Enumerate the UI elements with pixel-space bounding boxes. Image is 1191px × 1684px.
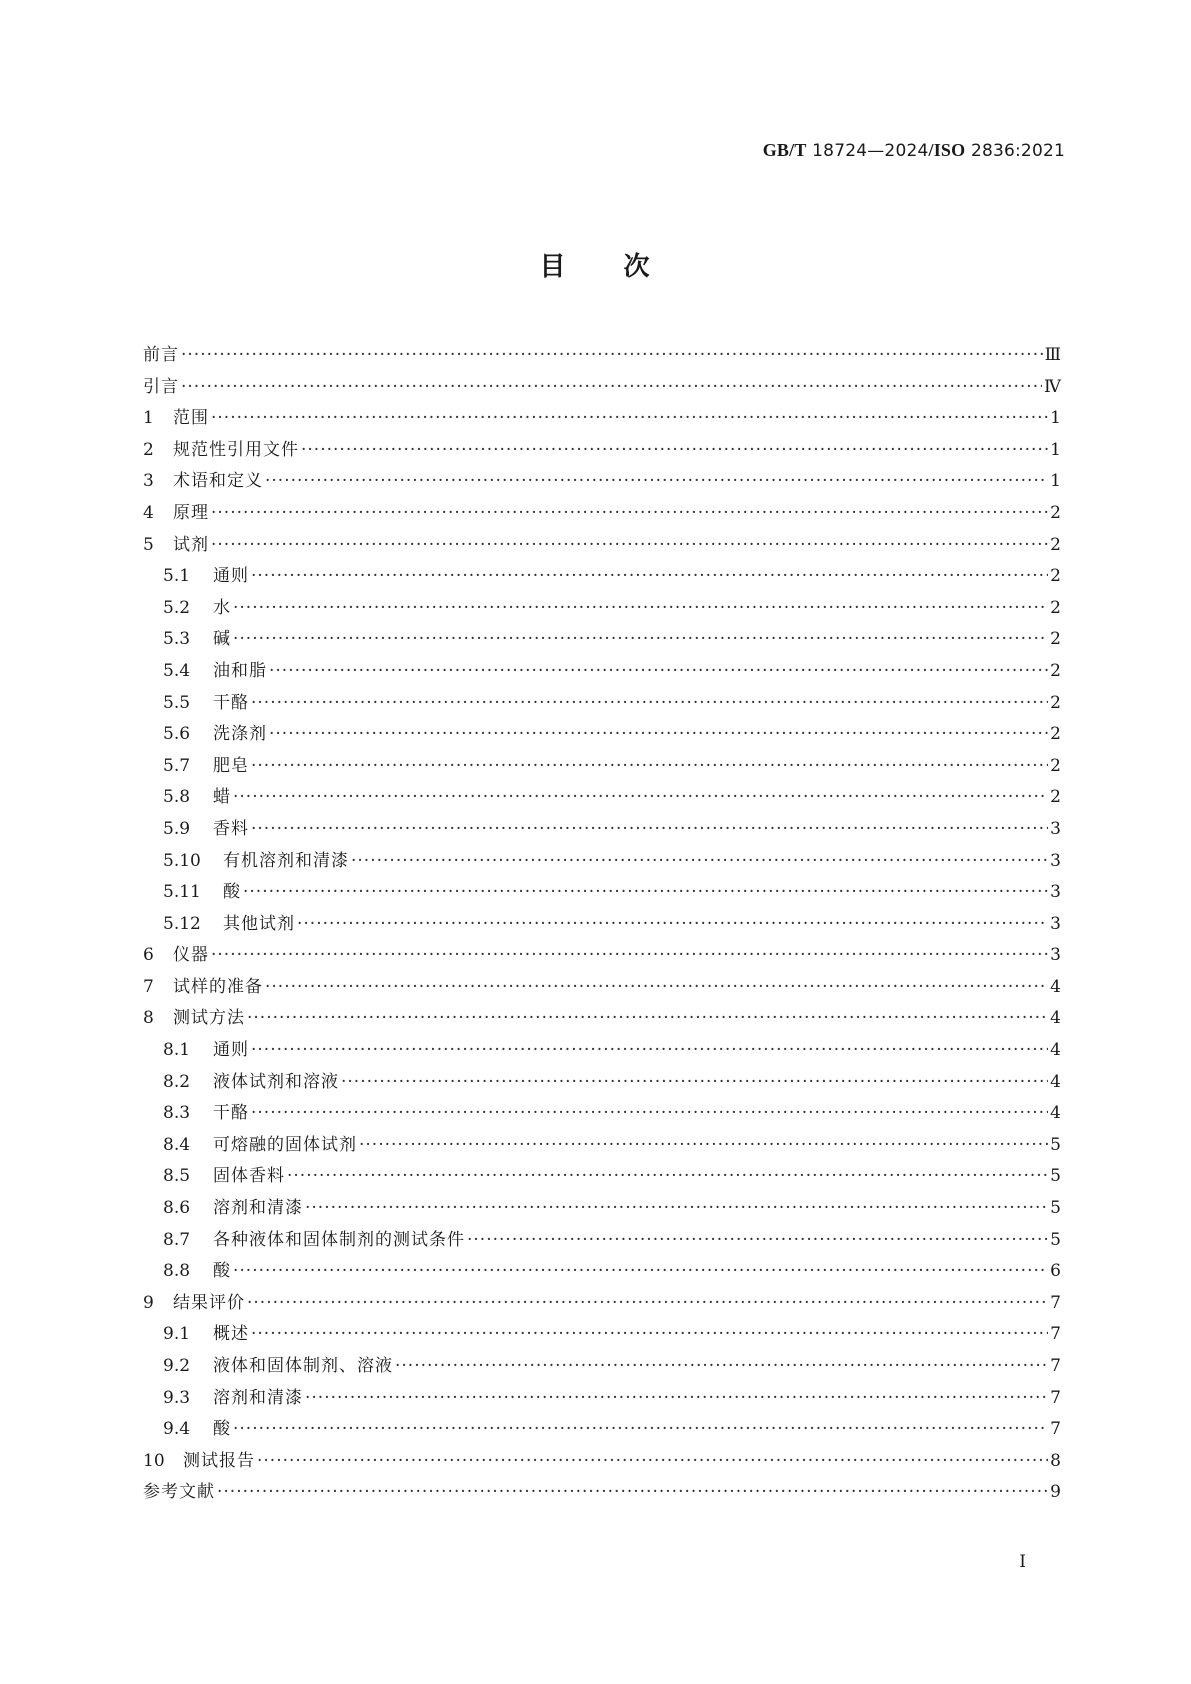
toc-dot-leader: [247, 1003, 1048, 1035]
toc-dot-leader: [251, 688, 1048, 720]
toc-entry[interactable]: [143, 1446, 1061, 1478]
toc-dot-leader: [269, 656, 1048, 688]
toc-entry-label: 其他试剂: [223, 913, 295, 934]
toc-dot-leader: [467, 1225, 1048, 1257]
toc-entry-page: 7: [1050, 1292, 1061, 1313]
toc-entry-number: 3: [143, 471, 154, 492]
toc-entry-number: 9.1: [163, 1324, 191, 1345]
table-of-contents: [143, 340, 1061, 1509]
toc-entry-page: 1: [1050, 471, 1061, 492]
toc-entry-page: 9: [1050, 1482, 1061, 1503]
toc-dot-leader: [257, 1446, 1048, 1478]
toc-entry-page: 7: [1050, 1419, 1061, 1440]
toc-entry-number: 8.8: [163, 1261, 191, 1282]
toc-dot-leader: [341, 1067, 1048, 1099]
toc-entry-label: 原理: [173, 502, 209, 523]
toc-entry[interactable]: [143, 1130, 1061, 1162]
toc-entry-page: 3: [1050, 882, 1061, 903]
toc-entry-label: 仪器: [173, 945, 209, 966]
toc-dot-leader: [305, 1193, 1048, 1225]
toc-entry-page: Ⅳ: [1044, 376, 1061, 397]
toc-dot-leader: [233, 782, 1048, 814]
toc-entry-number: 8.2: [163, 1071, 191, 1092]
toc-entry[interactable]: [143, 1383, 1061, 1415]
toc-entry[interactable]: [143, 814, 1061, 846]
toc-entry[interactable]: [143, 877, 1061, 909]
toc-entry-number: 10: [143, 1450, 165, 1471]
toc-entry-label: 干酪: [213, 692, 249, 713]
toc-entry-number: 5.10: [163, 850, 201, 871]
toc-entry-page: 3: [1050, 850, 1061, 871]
toc-entry-label: 碱: [213, 629, 231, 650]
toc-dot-leader: [217, 1477, 1048, 1509]
toc-entry-label: 概述: [213, 1324, 249, 1345]
toc-entry-page: 4: [1050, 976, 1061, 997]
toc-entry[interactable]: [143, 593, 1061, 625]
toc-entry-page: 7: [1050, 1387, 1061, 1408]
toc-dot-leader: [211, 530, 1048, 562]
toc-entry[interactable]: [143, 1098, 1061, 1130]
toc-entry-label: 液体和固体制剂、溶液: [213, 1356, 393, 1376]
toc-entry-number: 5: [143, 534, 154, 555]
toc-entry[interactable]: [143, 1225, 1061, 1257]
toc-entry-page: 6: [1050, 1261, 1061, 1282]
toc-entry[interactable]: [143, 1414, 1061, 1446]
toc-entry-label: 测试报告: [183, 1450, 255, 1471]
toc-title: [0, 246, 1191, 283]
toc-dot-leader: [301, 435, 1048, 467]
toc-entry-label: 蜡: [213, 787, 231, 808]
toc-entry-page: 2: [1050, 597, 1061, 618]
toc-entry[interactable]: [143, 1161, 1061, 1193]
toc-dot-leader: [181, 340, 1043, 372]
toc-dot-leader: [265, 972, 1048, 1004]
toc-entry-label: 可熔融的固体试剂: [213, 1134, 357, 1155]
toc-dot-leader: [305, 1383, 1048, 1415]
toc-entry[interactable]: [143, 940, 1061, 972]
toc-dot-leader: [243, 877, 1048, 909]
toc-entry[interactable]: [143, 403, 1061, 435]
toc-entry[interactable]: [143, 1067, 1061, 1099]
toc-dot-leader: [211, 403, 1048, 435]
toc-entry-number: 8.5: [163, 1166, 191, 1187]
toc-entry-number: 8.1: [163, 1040, 191, 1061]
toc-entry-page: 4: [1050, 1008, 1061, 1029]
toc-dot-leader: [233, 1256, 1048, 1288]
toc-entry-page: 7: [1050, 1324, 1061, 1345]
toc-entry-number: 7: [143, 976, 154, 997]
toc-entry-page: 2: [1050, 755, 1061, 776]
toc-dot-leader: [251, 1035, 1048, 1067]
toc-entry-number: 5.8: [163, 787, 191, 808]
toc-entry-page: 2: [1050, 566, 1061, 587]
page-number: I: [1019, 1552, 1026, 1572]
toc-entry-page: 2: [1050, 724, 1061, 745]
toc-entry-number: 9: [143, 1292, 154, 1313]
toc-dot-leader: [287, 1161, 1048, 1193]
toc-entry-label: 结果评价: [173, 1292, 245, 1313]
toc-entry-label: 引言: [143, 376, 179, 397]
toc-entry-number: 6: [143, 945, 154, 966]
toc-entry-page: 1: [1050, 408, 1061, 429]
toc-entry-label: 测试方法: [173, 1008, 245, 1029]
toc-entry-number: 5.11: [163, 882, 201, 903]
toc-entry-number: 9.4: [163, 1419, 191, 1440]
toc-entry-number: 5.4: [163, 660, 191, 681]
toc-entry-page: 2: [1050, 534, 1061, 555]
toc-entry-number: 8.3: [163, 1103, 191, 1124]
toc-entry-label: 洗涤剂: [213, 724, 267, 745]
toc-entry[interactable]: [143, 1035, 1061, 1067]
toc-entry-label: 水: [213, 597, 231, 618]
toc-entry-number: 5.5: [163, 692, 191, 713]
toc-entry[interactable]: [143, 1477, 1061, 1509]
toc-entry[interactable]: [143, 782, 1061, 814]
toc-entry-page: 2: [1050, 787, 1061, 808]
toc-entry-page: 7: [1050, 1356, 1061, 1376]
toc-dot-leader: [265, 466, 1048, 498]
toc-entry[interactable]: [143, 719, 1061, 751]
toc-dot-leader: [251, 1319, 1048, 1351]
toc-entry-page: 2: [1050, 692, 1061, 713]
toc-entry-label: 酸: [213, 1419, 231, 1440]
toc-entry-page: 4: [1050, 1040, 1061, 1061]
toc-entry[interactable]: [143, 466, 1061, 498]
toc-entry-label: 试剂: [173, 534, 209, 555]
toc-entry-number: 4: [143, 502, 154, 523]
toc-entry-label: 香料: [213, 818, 249, 839]
toc-entry-label: 前言: [143, 345, 179, 365]
toc-dot-leader: [233, 593, 1048, 625]
toc-entry-label: 酸: [213, 1261, 231, 1282]
toc-dot-leader: [247, 1288, 1048, 1320]
toc-dot-leader: [181, 372, 1042, 404]
iso-prefix: /ISO: [928, 140, 966, 160]
toc-dot-leader: [233, 624, 1048, 656]
toc-entry-number: 5.1: [163, 566, 191, 587]
toc-entry[interactable]: [143, 1256, 1061, 1288]
toc-entry-label: 规范性引用文件: [173, 439, 299, 460]
toc-entry-number: 8.6: [163, 1198, 191, 1219]
toc-entry-label: 溶剂和清漆: [213, 1198, 303, 1219]
toc-entry[interactable]: [143, 1003, 1061, 1035]
toc-title-left: 目: [539, 252, 568, 282]
toc-entry-label: 溶剂和清漆: [213, 1387, 303, 1408]
toc-entry[interactable]: [143, 372, 1061, 404]
toc-entry-label: 术语和定义: [173, 471, 263, 492]
toc-entry-number: 5.3: [163, 629, 191, 650]
toc-entry[interactable]: [143, 688, 1061, 720]
toc-entry[interactable]: [143, 498, 1061, 530]
toc-entry[interactable]: [143, 340, 1061, 372]
toc-dot-leader: [211, 498, 1048, 530]
toc-dot-leader: [395, 1351, 1048, 1383]
toc-entry-page: 4: [1050, 1071, 1061, 1092]
toc-entry-number: 5.9: [163, 818, 191, 839]
toc-entry-label: 肥皂: [213, 755, 249, 776]
standard-prefix: GB/T: [762, 140, 807, 160]
toc-entry[interactable]: [143, 656, 1061, 688]
toc-entry-page: 1: [1050, 439, 1061, 460]
toc-entry[interactable]: [143, 1193, 1061, 1225]
toc-entry[interactable]: [143, 624, 1061, 656]
toc-entry-label: 通则: [213, 566, 249, 587]
toc-entry-page: 5: [1050, 1166, 1061, 1187]
standard-number: 18724—2024: [812, 141, 929, 161]
toc-entry-number: 8.4: [163, 1134, 191, 1155]
toc-dot-leader: [269, 719, 1048, 751]
toc-entry[interactable]: [143, 1319, 1061, 1351]
toc-entry-number: 5.6: [163, 724, 191, 745]
toc-entry-page: Ⅲ: [1044, 345, 1061, 365]
toc-entry-label: 有机溶剂和清漆: [223, 850, 349, 871]
toc-dot-leader: [351, 846, 1048, 878]
toc-entry-label: 各种液体和固体制剂的测试条件: [213, 1229, 465, 1250]
toc-entry[interactable]: [143, 1351, 1061, 1383]
toc-entry[interactable]: [143, 530, 1061, 562]
toc-dot-leader: [233, 1414, 1048, 1446]
toc-entry-page: 4: [1050, 1103, 1061, 1124]
toc-dot-leader: [297, 909, 1048, 941]
toc-entry-number: 5.12: [163, 913, 201, 934]
toc-entry-page: 8: [1050, 1450, 1061, 1471]
toc-entry-page: 5: [1050, 1198, 1061, 1219]
toc-entry-number: 8.7: [163, 1229, 191, 1250]
toc-entry[interactable]: [143, 435, 1061, 467]
toc-entry[interactable]: [143, 846, 1061, 878]
toc-entry[interactable]: [143, 1288, 1061, 1320]
toc-dot-leader: [251, 814, 1048, 846]
toc-entry-label: 油和脂: [213, 660, 267, 681]
toc-entry-page: 2: [1050, 502, 1061, 523]
toc-entry-page: 5: [1050, 1229, 1061, 1250]
toc-title-right: 次: [623, 252, 652, 282]
toc-dot-leader: [251, 1098, 1048, 1130]
toc-entry-label: 液体试剂和溶液: [213, 1071, 339, 1092]
toc-entry-number: 8: [143, 1008, 154, 1029]
toc-entry-number: 2: [143, 439, 154, 460]
toc-entry-number: 9.2: [163, 1356, 191, 1376]
toc-entry[interactable]: [143, 909, 1061, 941]
toc-entry[interactable]: [143, 561, 1061, 593]
toc-entry-label: 参考文献: [143, 1482, 215, 1503]
toc-dot-leader: [211, 940, 1048, 972]
toc-entry-page: 2: [1050, 660, 1061, 681]
iso-number: 2836:2021: [970, 141, 1065, 161]
toc-entry-label: 范围: [173, 408, 209, 429]
toc-entry-number: 1: [143, 408, 154, 429]
toc-entry-label: 酸: [223, 882, 241, 903]
toc-entry-page: 3: [1050, 945, 1061, 966]
toc-entry[interactable]: [143, 972, 1061, 1004]
toc-entry-page: 3: [1050, 913, 1061, 934]
toc-entry-label: 试样的准备: [173, 976, 263, 997]
toc-entry-number: 9.3: [163, 1387, 191, 1408]
toc-dot-leader: [251, 751, 1048, 783]
toc-entry-page: 3: [1050, 818, 1061, 839]
toc-entry-number: 5.2: [163, 597, 191, 618]
toc-entry-number: 5.7: [163, 755, 191, 776]
toc-dot-leader: [251, 561, 1048, 593]
toc-entry[interactable]: [143, 751, 1061, 783]
toc-entry-page: 5: [1050, 1134, 1061, 1155]
toc-entry-label: 干酪: [213, 1103, 249, 1124]
toc-entry-label: 固体香料: [213, 1166, 285, 1187]
standard-header: [763, 140, 1065, 161]
toc-dot-leader: [359, 1130, 1048, 1162]
toc-entry-page: 2: [1050, 629, 1061, 650]
toc-entry-label: 通则: [213, 1040, 249, 1061]
